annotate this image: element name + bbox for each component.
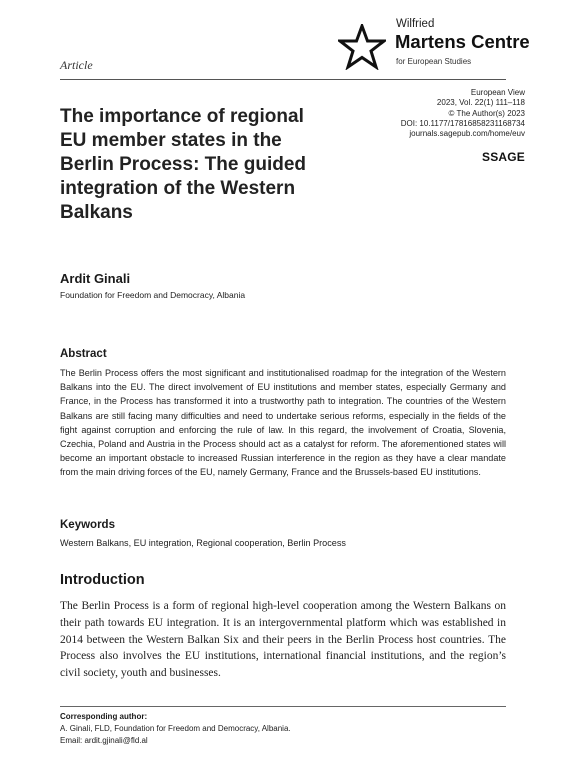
star-outline-icon [338,24,386,70]
journal-issue: 2023, Vol. 22(1) 111–118 [436,98,525,108]
journal-url[interactable]: journals.sagepub.com/home/euv [409,129,525,139]
title-line: Berlin Process: The guided [60,154,306,175]
author-affiliation: Foundation for Freedom and Democracy, Albania [60,290,246,300]
title-line: Balkans [60,202,133,223]
journal-info [401,88,525,139]
footnote-divider [60,706,506,707]
logo-subtitle: for European Studies [396,57,472,66]
abstract-heading: Abstract [60,348,107,360]
logo-martens-centre: Martens Centre [395,31,530,52]
article-title [60,105,360,225]
corresponding-author-heading: Corresponding author: [60,712,148,721]
sage-swirl-icon: S [481,150,491,164]
introduction-text: The Berlin Process is a form of regional high-level cooperation among the Western Balkans on their path towards EU integration. It is an intergovernmental platform which was established in 2014 between the Western Balkan Six and their peers in the Berlin Process host countries. The Process also involves the EU institutions, international financial institutions, and the region’s civil society, youth and businesses. [60,600,506,680]
title-line: The importance of regional [60,106,304,127]
logo-wilfried: Wilfried [396,18,435,30]
publisher-name: SAGE [490,150,525,164]
corresponding-author-address: A. Ginali, FLD, Foundation for Freedom and Democracy, Albania. [60,724,291,733]
author-name: Ardit Ginali [60,271,131,286]
article-type-label: Article [60,58,93,72]
abstract-text: The Berlin Process offers the most significant and institutionalised roadmap for the integration of the Western Balkans into the EU. The direct involvement of EU institutions and member states, especially Germany and France, in the Process has transformed it into a trustworthy path to integration. The countries of the Western Balkans are still facing many difficulties and need to undertake serious reforms, especially in the fields of the fight against corruption and enforcing the rule of law. In this regard, the involvement of Croatia, Slovenia, Czechia, Poland and Austria in the Process should act as a catalyst for reform. The aforementioned states will become an important obstacle to increased Russian interference in the region as they have a clear mandate from the main driving forces of the EU, namely Germany, France and the Brussels-based EU institutions. [60,368,506,478]
journal-name: European View [470,88,525,97]
keywords-heading: Keywords [60,519,115,531]
header-divider [60,79,506,80]
title-line: integration of the Western [60,178,296,199]
introduction-heading: Introduction [60,572,145,588]
journal-copyright: © The Author(s) 2023 [448,108,525,118]
title-line: EU member states in the [60,130,282,151]
publisher-logo [482,150,525,164]
journal-doi[interactable]: DOI: 10.1177/17816858231168734 [400,118,525,128]
keywords-text: Western Balkans, EU integration, Regional cooperation, Berlin Process [60,538,346,548]
corresponding-author-email[interactable]: Email: ardit.gjinali@fld.al [60,736,148,745]
